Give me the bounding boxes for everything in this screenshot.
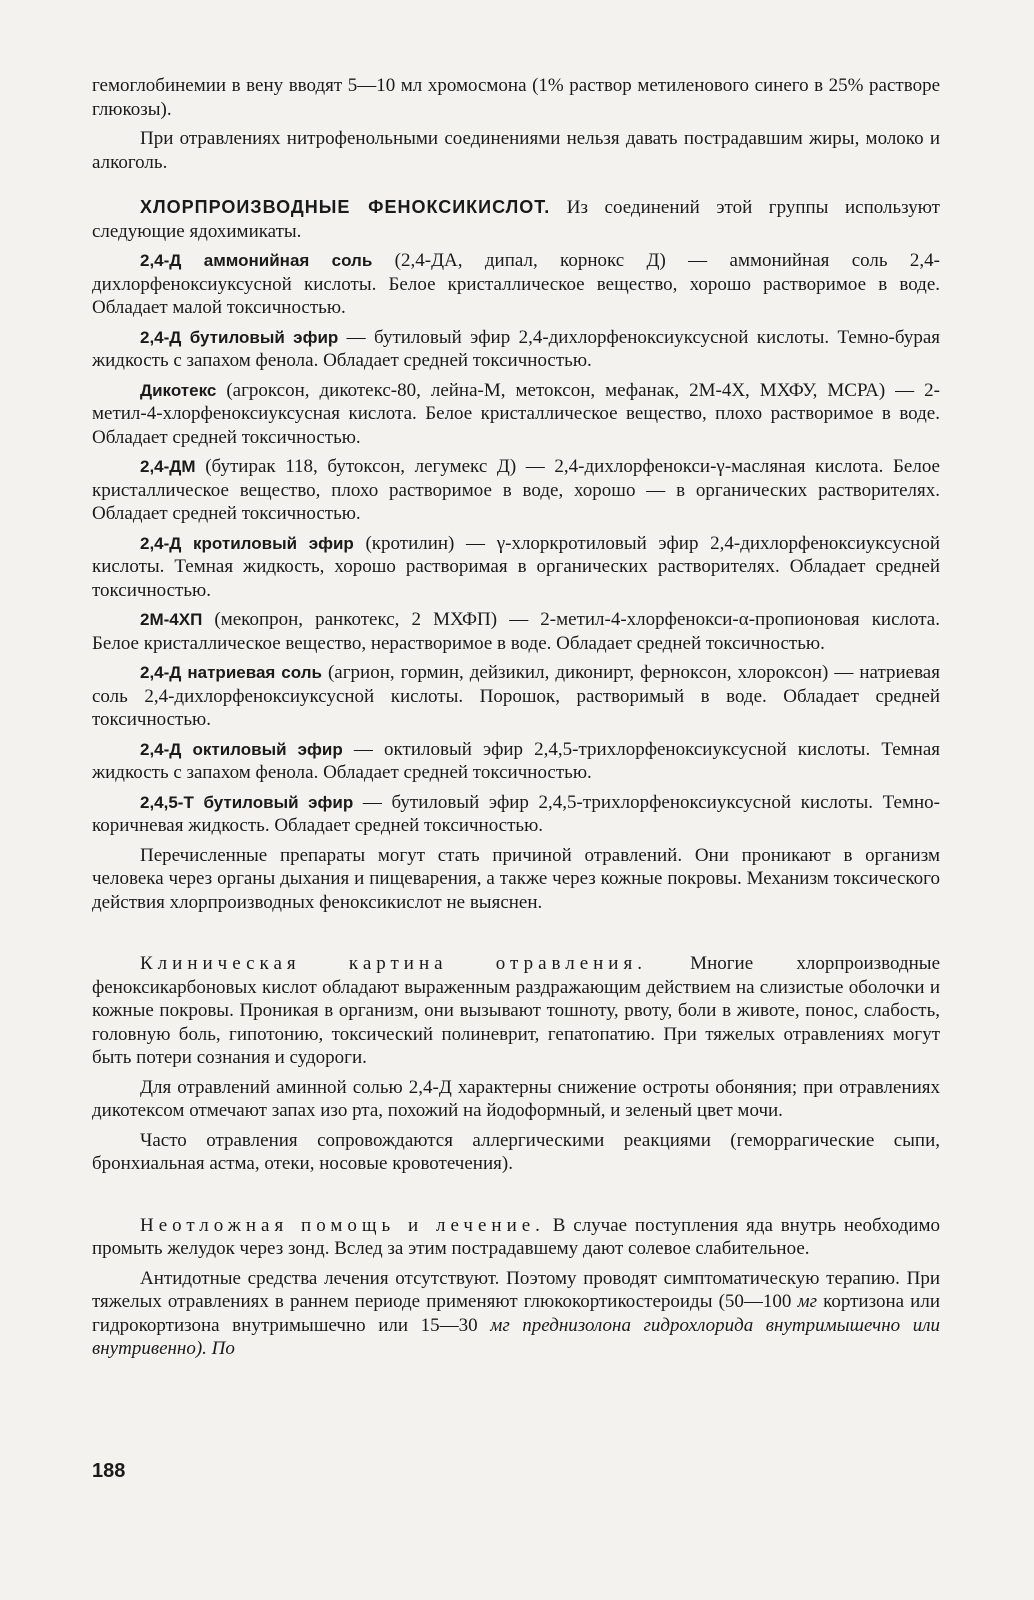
emergency-text: В случае поступления яда внутрь необходимо промыть желудок через зонд. Вслед за этим пострадавшему дают солевое слабительное.	[92, 1214, 941, 1259]
emergency-heading: Неотложная помощь и лечение.	[140, 1214, 545, 1236]
clinical-heading: Клиническая картина отравления.	[140, 953, 647, 974]
entry-paragraph	[92, 249, 940, 320]
page-number: 188	[92, 1460, 126, 1482]
entry-text: (агроксон, дикотекс-80, лейна-М, метоксон, мефанак, 2М-4Х, МХФУ, МСРА) — 2-метил-4-хлорфеноксиуксусная кислота. Белое кристаллическое вещество, плохо растворимое в воде. Обладает средней токсичностью.	[92, 379, 940, 448]
entry-paragraph	[92, 608, 940, 655]
entry-term: 2М-4ХП	[140, 610, 203, 629]
paragraph-allergy: Часто отравления сопровождаются аллергическими реакциями (геморрагические сыпи, бронхиальная астма, отеки, носовые кровотечения).	[92, 1129, 940, 1174]
entry-term: Дикотекс	[140, 380, 217, 400]
emergency-paragraph	[92, 1214, 940, 1261]
entry-paragraph	[92, 379, 940, 450]
paragraph-amine-salt: Для отравлений аминной солью 2,4-Д характерны снижение остроты обоняния; при отравлениях дикотексом отмечают запах изо рта, похожий на йодоформный, и зеленый цвет мочи.	[92, 1076, 940, 1121]
paragraph-mechanism: Перечисленные препараты могут стать причиной отравлений. Они проникают в организм человека через органы дыхания и пищеварения, а также через кожные покровы. Механизм токсического действия хлорпроизводных феноксикислот не выяснен.	[92, 844, 940, 913]
entry-term: 2,4-Д бутиловый эфир	[140, 327, 339, 347]
entry-term: 2,4,5-Т бутиловый эфир	[140, 792, 354, 812]
section-intro-text: Из соединений этой группы используют следующие ядохимикаты.	[92, 197, 940, 242]
entry-text: — бутиловый эфир 2,4,5-трихлорфеноксиуксусной кислоты. Темно-коричневая жидкость. Обладает средней токсичностью.	[92, 791, 941, 836]
entry-text: — бутиловый эфир 2,4-дихлорфеноксиуксусной кислоты. Темно-бурая жидкость с запахом фенола. Обладает средней токсичностью.	[92, 326, 941, 371]
antidote-text-mid: кортизона или гидрокортизона внутримышечно или 15—30	[92, 1291, 940, 1336]
paragraph-antidote	[92, 1267, 940, 1361]
paragraph-continuation: гемоглобинемии в вену вводят 5—10 мл хромосмона (1% раствор метиленового синего в 25% растворе глюкозы).	[92, 75, 940, 120]
antidote-unit: мг	[797, 1291, 818, 1312]
entry-term: 2,4-Д натриевая соль	[140, 663, 322, 682]
entry-term: 2,4-Д кротиловый эфир	[140, 533, 354, 553]
antidote-text-start: Антидотные средства лечения отсутствуют. Поэтому проводят симптоматическую терапию. При тяжелых отравлениях в раннем периоде применяют глюкокортикостероиды (50—100	[92, 1267, 940, 1312]
entry-text: (бутирак 118, бутоксон, легумекс Д) — 2,4-дихлорфенокси-γ-масляная кислота. Белое кристаллическое вещество, плохо растворимое в воде, хорошо — в органических растворителях. Обладает средней токсичностью.	[92, 456, 940, 524]
entry-text: (агрион, гормин, дейзикил, диконирт, ферноксон, хлороксон) — натриевая соль 2,4-дихлорфеноксиуксусной кислоты. Порошок, растворимый в воде. Обладает средней токсичностью.	[92, 662, 940, 730]
entry-text: (кротилин) — γ-хлоркротиловый эфир 2,4-дихлорфеноксиуксусной кислоты. Темная жидкость, хорошо растворимая в органических растворителях. Обладает средней токсичностью.	[92, 532, 940, 601]
section-intro-paragraph	[92, 196, 940, 243]
entry-text: (мекопрон, ранкотекс, 2 МХФП) — 2-метил-4-хлорфенокси-α-пропионовая кислота. Белое кристаллическое вещество, нерастворимое в воде. Обладает средней токсичностью.	[92, 609, 940, 654]
antidote-unit: мг	[490, 1314, 510, 1336]
section-heading: ХЛОРПРОИЗВОДНЫЕ ФЕНОКСИКИСЛОТ.	[140, 197, 551, 217]
entry-text: (2,4-ДА, дипал, корнокс Д) — аммонийная соль 2,4-дихлорфеноксиуксусной кислоты. Белое кристаллическое вещество, хорошо растворимое в воде. Обладает малой токсичностью.	[92, 250, 940, 318]
entry-paragraph	[92, 326, 940, 373]
clinical-paragraph	[92, 952, 940, 1070]
paragraph-nitrophenol-warning: При отравлениях нитрофенольными соединениями нельзя давать пострадавшим жиры, молоко и алкоголь.	[92, 128, 940, 173]
entry-text: — октиловый эфир 2,4,5-трихлорфеноксиуксусной кислоты. Темная жидкость с запахом фенола. Обладает средней токсичностью.	[92, 738, 941, 783]
entry-paragraph	[92, 455, 940, 526]
entry-paragraph	[92, 661, 940, 732]
antidote-text-end: преднизолона гидрохлорида внутримышечно или внутривенно). По	[92, 1314, 940, 1359]
entry-term: 2,4-Д аммонийная соль	[140, 251, 373, 270]
entry-term: 2,4-Д октиловый эфир	[140, 739, 343, 759]
entry-paragraph	[92, 532, 940, 603]
entry-paragraph	[92, 738, 940, 785]
entry-term: 2,4-ДМ	[140, 457, 196, 476]
document-page	[92, 74, 940, 1367]
clinical-text: Многие хлорпроизводные феноксикарбоновых кислот обладают выраженным раздражающим действием на слизистые оболочки и кожные покровы. Проникая в организм, они вызывают тошноту, рвоту, боли в животе, понос, слабость, головную боль, гипотонию, токсический полиневрит, гепатопатию. При тяжелых отравлениях могут быть потери сознания и судороги.	[92, 953, 940, 1068]
entry-paragraph	[92, 791, 940, 838]
